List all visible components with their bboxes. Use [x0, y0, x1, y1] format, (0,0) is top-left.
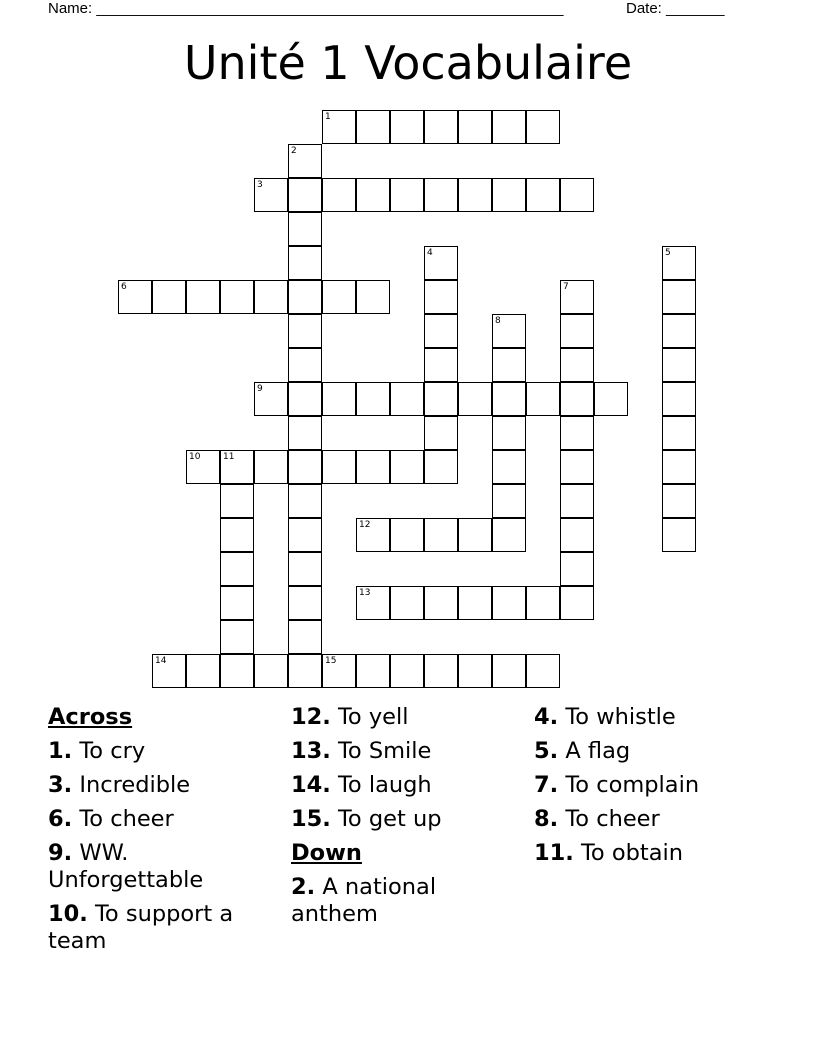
crossword-cell[interactable]	[390, 450, 424, 484]
crossword-cell[interactable]	[390, 110, 424, 144]
crossword-cell[interactable]	[560, 382, 594, 416]
crossword-cell[interactable]	[424, 246, 458, 280]
clue-down-5	[534, 738, 774, 765]
crossword-cell[interactable]	[526, 586, 560, 620]
crossword-cell[interactable]	[492, 450, 526, 484]
crossword-cell[interactable]	[526, 382, 560, 416]
clues-column-2	[291, 704, 519, 935]
crossword-cell[interactable]	[662, 314, 696, 348]
crossword-cell[interactable]	[288, 246, 322, 280]
crossword-cell[interactable]	[356, 518, 390, 552]
clue-number: 14.	[291, 772, 331, 798]
clue-text: A flag	[565, 738, 631, 764]
crossword-cell[interactable]	[424, 382, 458, 416]
crossword-cell[interactable]	[288, 382, 322, 416]
date-label: Date:	[626, 0, 662, 17]
crossword-cell[interactable]	[390, 654, 424, 688]
crossword-cell[interactable]	[492, 314, 526, 348]
crossword-cell[interactable]	[424, 416, 458, 450]
clue-across-12	[291, 704, 519, 731]
name-blank[interactable]: ________________________________________________________	[96, 0, 564, 17]
clue-text: To cry	[79, 738, 146, 764]
crossword-cell[interactable]	[560, 280, 594, 314]
crossword-cell[interactable]	[356, 586, 390, 620]
crossword-cell[interactable]	[492, 382, 526, 416]
crossword-cell[interactable]	[458, 518, 492, 552]
crossword-cell[interactable]	[424, 654, 458, 688]
clue-text: To whistle	[565, 704, 676, 730]
clue-number: 11.	[534, 840, 574, 866]
clue-number: 12.	[291, 704, 331, 730]
crossword-cell[interactable]	[356, 110, 390, 144]
cell-number: 15	[325, 656, 337, 666]
crossword-cell[interactable]	[220, 484, 254, 518]
crossword-cell[interactable]	[560, 518, 594, 552]
crossword-cell[interactable]	[594, 382, 628, 416]
crossword-cell[interactable]	[424, 450, 458, 484]
clue-across-14	[291, 772, 519, 799]
cell-number: 13	[359, 588, 371, 598]
clue-number: 13.	[291, 738, 331, 764]
clue-text: To support a team	[48, 901, 234, 954]
crossword-cell[interactable]	[356, 654, 390, 688]
crossword-cell[interactable]	[152, 280, 186, 314]
crossword-cell[interactable]	[356, 280, 390, 314]
clue-text: To cheer	[565, 806, 660, 832]
crossword-cell[interactable]	[662, 280, 696, 314]
clue-down-8	[534, 806, 774, 833]
cell-number: 4	[427, 248, 433, 258]
clue-number: 9.	[48, 840, 73, 866]
clue-number: 1.	[48, 738, 73, 764]
clue-down-4	[534, 704, 774, 731]
crossword-cell[interactable]	[424, 586, 458, 620]
name-label: Name:	[48, 0, 93, 17]
crossword-cell[interactable]	[492, 348, 526, 382]
crossword-cell[interactable]	[322, 382, 356, 416]
crossword-cell[interactable]	[424, 314, 458, 348]
crossword-cell[interactable]	[288, 314, 322, 348]
crossword-cell[interactable]	[322, 450, 356, 484]
cell-number: 14	[155, 656, 167, 666]
crossword-cell[interactable]	[118, 280, 152, 314]
clue-number: 8.	[534, 806, 559, 832]
crossword-cell[interactable]	[560, 552, 594, 586]
crossword-cell[interactable]	[220, 620, 254, 654]
crossword-cell[interactable]	[322, 280, 356, 314]
crossword-cell[interactable]	[662, 246, 696, 280]
crossword-cell[interactable]	[662, 416, 696, 450]
crossword-cell[interactable]	[356, 382, 390, 416]
crossword-cell[interactable]	[458, 178, 492, 212]
clue-text: WW. Unforgettable	[48, 840, 204, 893]
clue-text: To laugh	[338, 772, 432, 798]
crossword-cell[interactable]	[492, 586, 526, 620]
crossword-cell[interactable]	[560, 450, 594, 484]
crossword-cell[interactable]	[560, 348, 594, 382]
page-title: Unité 1 Vocabulaire	[183, 36, 633, 90]
crossword-cell[interactable]	[390, 518, 424, 552]
crossword-cell[interactable]	[424, 178, 458, 212]
crossword-cell[interactable]	[220, 654, 254, 688]
crossword-cell[interactable]	[288, 552, 322, 586]
cell-number: 1	[325, 112, 331, 122]
clue-across-9	[48, 840, 276, 894]
clue-across-10	[48, 901, 276, 955]
cell-number: 10	[189, 452, 201, 462]
crossword-cell[interactable]	[492, 518, 526, 552]
crossword-cell[interactable]	[288, 212, 322, 246]
clues-column-1	[48, 704, 276, 962]
crossword-cell[interactable]	[526, 110, 560, 144]
crossword-cell[interactable]	[662, 484, 696, 518]
crossword-cell[interactable]	[288, 144, 322, 178]
crossword-cell[interactable]	[662, 348, 696, 382]
crossword-cell[interactable]	[492, 654, 526, 688]
crossword-cell[interactable]	[254, 382, 288, 416]
crossword-cell[interactable]	[220, 280, 254, 314]
crossword-cell[interactable]	[288, 178, 322, 212]
clue-number: 15.	[291, 806, 331, 832]
crossword-cell[interactable]	[254, 178, 288, 212]
crossword-cell[interactable]	[458, 110, 492, 144]
crossword-cell[interactable]	[492, 178, 526, 212]
clue-text: To obtain	[581, 840, 684, 866]
crossword-cell[interactable]	[288, 586, 322, 620]
across-heading: Across	[48, 704, 133, 730]
crossword-cell[interactable]	[492, 484, 526, 518]
clue-number: 10.	[48, 901, 88, 927]
clue-number: 3.	[48, 772, 73, 798]
clue-down-2	[291, 874, 519, 928]
clue-number: 5.	[534, 738, 559, 764]
crossword-cell[interactable]	[220, 552, 254, 586]
cell-number: 9	[257, 384, 263, 394]
crossword-cell[interactable]	[526, 654, 560, 688]
clue-across-15	[291, 806, 519, 833]
crossword-cell[interactable]	[390, 178, 424, 212]
crossword-cell[interactable]	[322, 654, 356, 688]
crossword-cell[interactable]	[186, 450, 220, 484]
cell-number: 6	[121, 282, 127, 292]
clue-text: A national anthem	[291, 874, 437, 927]
crossword-cell[interactable]	[662, 518, 696, 552]
clue-text: To complain	[565, 772, 700, 798]
clue-text: To yell	[338, 704, 409, 730]
cell-number: 8	[495, 316, 501, 326]
crossword-cell[interactable]	[220, 450, 254, 484]
crossword-cell[interactable]	[254, 450, 288, 484]
cell-number: 5	[665, 248, 671, 258]
clue-number: 4.	[534, 704, 559, 730]
crossword-cell[interactable]	[356, 450, 390, 484]
clue-across-1	[48, 738, 276, 765]
clue-text: To Smile	[338, 738, 432, 764]
crossword-cell[interactable]	[560, 484, 594, 518]
crossword-cell[interactable]	[492, 110, 526, 144]
crossword-cell[interactable]	[560, 416, 594, 450]
crossword-cell[interactable]	[390, 586, 424, 620]
clue-text: To get up	[338, 806, 442, 832]
crossword-cell[interactable]	[254, 280, 288, 314]
crossword-cell[interactable]	[288, 450, 322, 484]
clue-number: 2.	[291, 874, 316, 900]
crossword-cell[interactable]	[356, 178, 390, 212]
crossword-cell[interactable]	[458, 654, 492, 688]
crossword-cell[interactable]	[322, 110, 356, 144]
cell-number: 3	[257, 180, 263, 190]
crossword-cell[interactable]	[288, 484, 322, 518]
crossword-cell[interactable]	[424, 348, 458, 382]
crossword-cell[interactable]	[152, 654, 186, 688]
crossword-cell[interactable]	[288, 416, 322, 450]
crossword-cell[interactable]	[662, 450, 696, 484]
cell-number: 12	[359, 520, 371, 530]
clue-number: 6.	[48, 806, 73, 832]
clue-down-11	[534, 840, 774, 867]
crossword-cell[interactable]	[322, 178, 356, 212]
crossword-cell[interactable]	[254, 654, 288, 688]
crossword-cell[interactable]	[186, 654, 220, 688]
crossword-cell[interactable]	[220, 518, 254, 552]
crossword-cell[interactable]	[424, 110, 458, 144]
cell-number: 2	[291, 146, 297, 156]
cell-number: 7	[563, 282, 569, 292]
crossword-cell[interactable]	[288, 280, 322, 314]
crossword-cell[interactable]	[560, 314, 594, 348]
crossword-cell[interactable]	[424, 280, 458, 314]
clue-text: Incredible	[79, 772, 191, 798]
crossword-cell[interactable]	[526, 178, 560, 212]
clue-number: 7.	[534, 772, 559, 798]
crossword-cell[interactable]	[288, 348, 322, 382]
crossword-cell[interactable]	[288, 620, 322, 654]
crossword-cell[interactable]	[662, 382, 696, 416]
crossword-cell[interactable]	[560, 586, 594, 620]
crossword-cell[interactable]	[220, 586, 254, 620]
down-heading: Down	[291, 840, 362, 866]
crossword-cell[interactable]	[458, 382, 492, 416]
clue-across-6	[48, 806, 276, 833]
crossword-cell[interactable]	[288, 654, 322, 688]
crossword-cell[interactable]	[424, 518, 458, 552]
crossword-cell[interactable]	[288, 518, 322, 552]
clue-across-3	[48, 772, 276, 799]
crossword-cell[interactable]	[186, 280, 220, 314]
clue-text: To cheer	[79, 806, 174, 832]
crossword-cell[interactable]	[492, 416, 526, 450]
crossword-cell[interactable]	[458, 586, 492, 620]
crossword-cell[interactable]	[560, 178, 594, 212]
clue-across-13	[291, 738, 519, 765]
clues-column-3	[534, 704, 774, 874]
clue-down-7	[534, 772, 774, 799]
cell-number: 11	[223, 452, 235, 462]
date-blank[interactable]: _______	[666, 0, 725, 17]
crossword-cell[interactable]	[390, 382, 424, 416]
